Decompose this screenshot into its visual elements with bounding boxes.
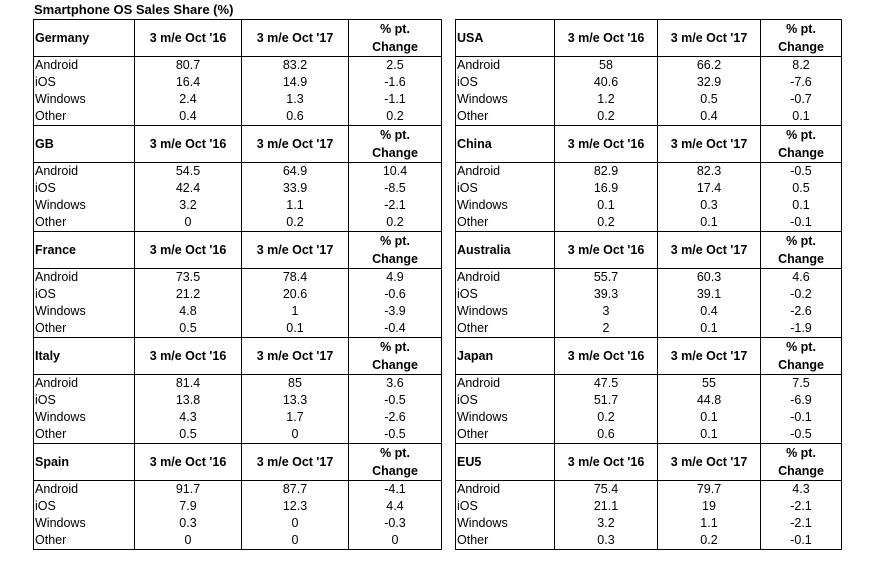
period-1-value: 0.5 [135,426,242,444]
change-header [349,232,442,269]
table-row [456,197,842,214]
os-name: Windows [456,303,555,320]
table-row [456,498,842,515]
region-name: GB [34,126,135,163]
table-row [34,108,442,126]
os-name: Other [456,108,555,126]
change-value: -3.9 [349,303,442,320]
os-name: Other [456,214,555,232]
change-header-line2: Change [778,146,824,160]
table-row [456,74,842,91]
period-1-value: 21.2 [135,286,242,303]
period-1-header: 3 m/e Oct '16 [555,338,658,375]
period-1-value: 39.3 [555,286,658,303]
region-header-row [34,126,442,163]
period-1-value: 0.1 [555,197,658,214]
period-2-value: 1.1 [658,515,761,532]
period-2-value: 20.6 [242,286,349,303]
period-1-header: 3 m/e Oct '16 [555,232,658,269]
period-1-value: 0.2 [555,409,658,426]
change-value: 0.1 [761,197,842,214]
region-header-row [456,20,842,57]
period-2-value: 79.7 [658,481,761,499]
os-name: Other [34,108,135,126]
period-1-value: 13.8 [135,392,242,409]
os-name: iOS [34,180,135,197]
table-row [34,197,442,214]
table-row [34,481,442,499]
os-name: iOS [456,180,555,197]
table-row [456,57,842,75]
period-1-value: 54.5 [135,163,242,181]
change-value: -1.9 [761,320,842,338]
change-value: 0.2 [349,214,442,232]
table-row [34,532,442,550]
period-2-value: 44.8 [658,392,761,409]
period-1-header: 3 m/e Oct '16 [135,126,242,163]
change-value: 10.4 [349,163,442,181]
change-value: -0.3 [349,515,442,532]
table-row [34,409,442,426]
region-name: Australia [456,232,555,269]
change-header [761,338,842,375]
change-value: 0.5 [761,180,842,197]
period-2-header: 3 m/e Oct '17 [242,444,349,481]
change-value: -2.6 [761,303,842,320]
period-1-header: 3 m/e Oct '16 [135,338,242,375]
change-value: -0.5 [349,426,442,444]
table-row [34,269,442,287]
period-2-header: 3 m/e Oct '17 [242,338,349,375]
change-header-line2: Change [372,464,418,478]
period-2-value: 0.3 [658,197,761,214]
os-name: Android [34,163,135,181]
os-name: iOS [34,286,135,303]
sales-share-table-right [455,19,842,550]
table-row [456,481,842,499]
change-value: -1.1 [349,91,442,108]
period-2-value: 0 [242,426,349,444]
table-row [34,180,442,197]
region-name: Italy [34,338,135,375]
region-header-row [34,20,442,57]
table-row [456,108,842,126]
change-header [761,126,842,163]
os-name: Other [34,532,135,550]
table-row [456,375,842,393]
period-1-value: 91.7 [135,481,242,499]
period-1-header: 3 m/e Oct '16 [135,20,242,57]
period-2-value: 1.7 [242,409,349,426]
change-value: 4.4 [349,498,442,515]
period-2-value: 85 [242,375,349,393]
period-2-value: 13.3 [242,392,349,409]
period-2-value: 17.4 [658,180,761,197]
table-row [456,303,842,320]
sales-share-table-left [33,19,442,550]
os-name: iOS [456,286,555,303]
period-1-value: 2.4 [135,91,242,108]
period-2-value: 39.1 [658,286,761,303]
change-value: 2.5 [349,57,442,75]
period-2-value: 55 [658,375,761,393]
period-2-value: 0.2 [658,532,761,550]
os-name: Android [456,269,555,287]
table-row [34,91,442,108]
os-name: Android [456,481,555,499]
change-value: -0.5 [349,392,442,409]
os-name: iOS [34,74,135,91]
period-1-value: 47.5 [555,375,658,393]
period-2-value: 0.6 [242,108,349,126]
change-header-line1: % pt. [786,340,816,354]
change-header-line1: % pt. [786,128,816,142]
region-header-row [456,338,842,375]
change-header-line1: % pt. [786,22,816,36]
period-1-value: 51.7 [555,392,658,409]
change-header-line2: Change [778,358,824,372]
region-name: USA [456,20,555,57]
os-name: iOS [456,498,555,515]
os-name: Windows [34,515,135,532]
os-name: Other [34,426,135,444]
period-1-value: 2 [555,320,658,338]
period-1-value: 3 [555,303,658,320]
period-2-value: 0 [242,515,349,532]
change-header-line2: Change [372,40,418,54]
period-2-header: 3 m/e Oct '17 [658,444,761,481]
os-name: Windows [34,197,135,214]
table-row [34,515,442,532]
change-value: -2.1 [349,197,442,214]
change-header-line1: % pt. [380,234,410,248]
region-header-row [34,444,442,481]
table-row [456,532,842,550]
period-1-value: 3.2 [135,197,242,214]
period-2-header: 3 m/e Oct '17 [658,338,761,375]
os-name: Android [456,375,555,393]
change-header [761,232,842,269]
period-1-header: 3 m/e Oct '16 [135,444,242,481]
os-name: Windows [456,409,555,426]
period-1-value: 16.4 [135,74,242,91]
table-row [34,163,442,181]
period-1-header: 3 m/e Oct '16 [555,126,658,163]
period-2-value: 64.9 [242,163,349,181]
period-1-value: 3.2 [555,515,658,532]
change-header-line2: Change [778,40,824,54]
change-value: -2.1 [761,515,842,532]
change-value: -2.1 [761,498,842,515]
os-name: Windows [456,91,555,108]
os-name: Windows [34,91,135,108]
table-row [456,163,842,181]
table-row [34,375,442,393]
period-2-value: 0.4 [658,108,761,126]
table-row [34,286,442,303]
period-2-header: 3 m/e Oct '17 [242,20,349,57]
change-value: -0.1 [761,214,842,232]
table-row [456,426,842,444]
change-header [349,126,442,163]
change-value: -0.7 [761,91,842,108]
table-row [34,498,442,515]
period-1-value: 73.5 [135,269,242,287]
change-header [349,444,442,481]
os-name: iOS [456,74,555,91]
change-value: -0.1 [761,532,842,550]
region-name: Spain [34,444,135,481]
os-name: Android [34,375,135,393]
change-value: -0.2 [761,286,842,303]
period-2-value: 0.4 [658,303,761,320]
period-2-value: 60.3 [658,269,761,287]
period-1-value: 0.3 [555,532,658,550]
os-name: Android [456,163,555,181]
region-header-row [34,232,442,269]
os-name: Other [456,426,555,444]
change-value: 4.6 [761,269,842,287]
os-name: Android [456,57,555,75]
region-name: Japan [456,338,555,375]
region-header-row [456,444,842,481]
period-1-value: 0.6 [555,426,658,444]
change-header-line2: Change [778,464,824,478]
region-name: EU5 [456,444,555,481]
region-header-row [456,232,842,269]
table-row [34,74,442,91]
change-header-line1: % pt. [380,340,410,354]
region-name: France [34,232,135,269]
os-name: iOS [456,392,555,409]
change-header-line1: % pt. [786,446,816,460]
period-2-value: 0.1 [658,214,761,232]
change-value: -0.6 [349,286,442,303]
period-1-header: 3 m/e Oct '16 [555,444,658,481]
os-name: Android [34,269,135,287]
period-2-value: 0.5 [658,91,761,108]
period-2-value: 83.2 [242,57,349,75]
change-value: 8.2 [761,57,842,75]
period-1-value: 0.2 [555,214,658,232]
period-1-value: 75.4 [555,481,658,499]
period-2-value: 1.1 [242,197,349,214]
change-value: -0.1 [761,409,842,426]
table-row [456,320,842,338]
table-row [456,286,842,303]
change-header [349,338,442,375]
os-name: Windows [34,303,135,320]
table-row [34,392,442,409]
table-row [456,214,842,232]
table-row [34,303,442,320]
period-1-value: 4.8 [135,303,242,320]
period-2-value: 66.2 [658,57,761,75]
period-1-value: 4.3 [135,409,242,426]
table-row [456,392,842,409]
os-name: Android [34,481,135,499]
change-value: -6.9 [761,392,842,409]
period-1-value: 42.4 [135,180,242,197]
change-header-line1: % pt. [380,22,410,36]
period-2-value: 0.2 [242,214,349,232]
change-header-line1: % pt. [786,234,816,248]
period-1-value: 0 [135,532,242,550]
period-1-value: 40.6 [555,74,658,91]
period-2-header: 3 m/e Oct '17 [658,126,761,163]
change-header-line2: Change [372,252,418,266]
period-2-value: 12.3 [242,498,349,515]
period-1-value: 0.3 [135,515,242,532]
change-header-line1: % pt. [380,446,410,460]
region-name: China [456,126,555,163]
os-name: Windows [456,515,555,532]
change-header-line1: % pt. [380,128,410,142]
change-value: -7.6 [761,74,842,91]
period-2-header: 3 m/e Oct '17 [242,126,349,163]
period-1-value: 0.2 [555,108,658,126]
change-header-line2: Change [372,358,418,372]
table-row [456,91,842,108]
period-1-value: 1.2 [555,91,658,108]
change-value: -0.4 [349,320,442,338]
os-name: Android [34,57,135,75]
os-name: Other [34,214,135,232]
page-title: Smartphone OS Sales Share (%) [34,2,234,17]
period-1-value: 82.9 [555,163,658,181]
period-2-value: 19 [658,498,761,515]
change-value: 4.3 [761,481,842,499]
period-1-value: 0 [135,214,242,232]
os-name: Windows [34,409,135,426]
table-row [456,180,842,197]
period-1-value: 21.1 [555,498,658,515]
region-header-row [456,126,842,163]
period-2-header: 3 m/e Oct '17 [242,232,349,269]
period-2-header: 3 m/e Oct '17 [658,232,761,269]
change-value: -8.5 [349,180,442,197]
period-1-header: 3 m/e Oct '16 [135,232,242,269]
region-name: Germany [34,20,135,57]
period-2-value: 33.9 [242,180,349,197]
period-1-header: 3 m/e Oct '16 [555,20,658,57]
change-value: 7.5 [761,375,842,393]
change-value: -1.6 [349,74,442,91]
table-row [456,269,842,287]
period-1-value: 55.7 [555,269,658,287]
period-1-value: 0.4 [135,108,242,126]
period-2-value: 0.1 [658,320,761,338]
change-value: -4.1 [349,481,442,499]
period-1-value: 81.4 [135,375,242,393]
change-value: 0.1 [761,108,842,126]
change-header-line2: Change [372,146,418,160]
change-value: 0 [349,532,442,550]
period-2-header: 3 m/e Oct '17 [658,20,761,57]
table-row [34,214,442,232]
os-name: Other [456,532,555,550]
change-value: 0.2 [349,108,442,126]
period-2-value: 82.3 [658,163,761,181]
change-header [349,20,442,57]
change-value: -0.5 [761,163,842,181]
change-value: -0.5 [761,426,842,444]
os-name: iOS [34,392,135,409]
period-2-value: 14.9 [242,74,349,91]
os-name: Other [456,320,555,338]
period-1-value: 0.5 [135,320,242,338]
os-name: Other [34,320,135,338]
table-row [34,320,442,338]
period-2-value: 0.1 [658,426,761,444]
change-value: -2.6 [349,409,442,426]
table-row [456,515,842,532]
period-1-value: 16.9 [555,180,658,197]
change-value: 4.9 [349,269,442,287]
region-header-row [34,338,442,375]
period-1-value: 7.9 [135,498,242,515]
change-header [761,444,842,481]
period-1-value: 80.7 [135,57,242,75]
period-2-value: 0 [242,532,349,550]
table-row [34,57,442,75]
os-name: iOS [34,498,135,515]
table-row [456,409,842,426]
os-name: Windows [456,197,555,214]
table-row [34,426,442,444]
period-2-value: 1 [242,303,349,320]
change-value: 3.6 [349,375,442,393]
period-2-value: 78.4 [242,269,349,287]
period-2-value: 0.1 [242,320,349,338]
period-2-value: 87.7 [242,481,349,499]
period-1-value: 58 [555,57,658,75]
period-2-value: 1.3 [242,91,349,108]
change-header-line2: Change [778,252,824,266]
period-2-value: 0.1 [658,409,761,426]
change-header [761,20,842,57]
period-2-value: 32.9 [658,74,761,91]
